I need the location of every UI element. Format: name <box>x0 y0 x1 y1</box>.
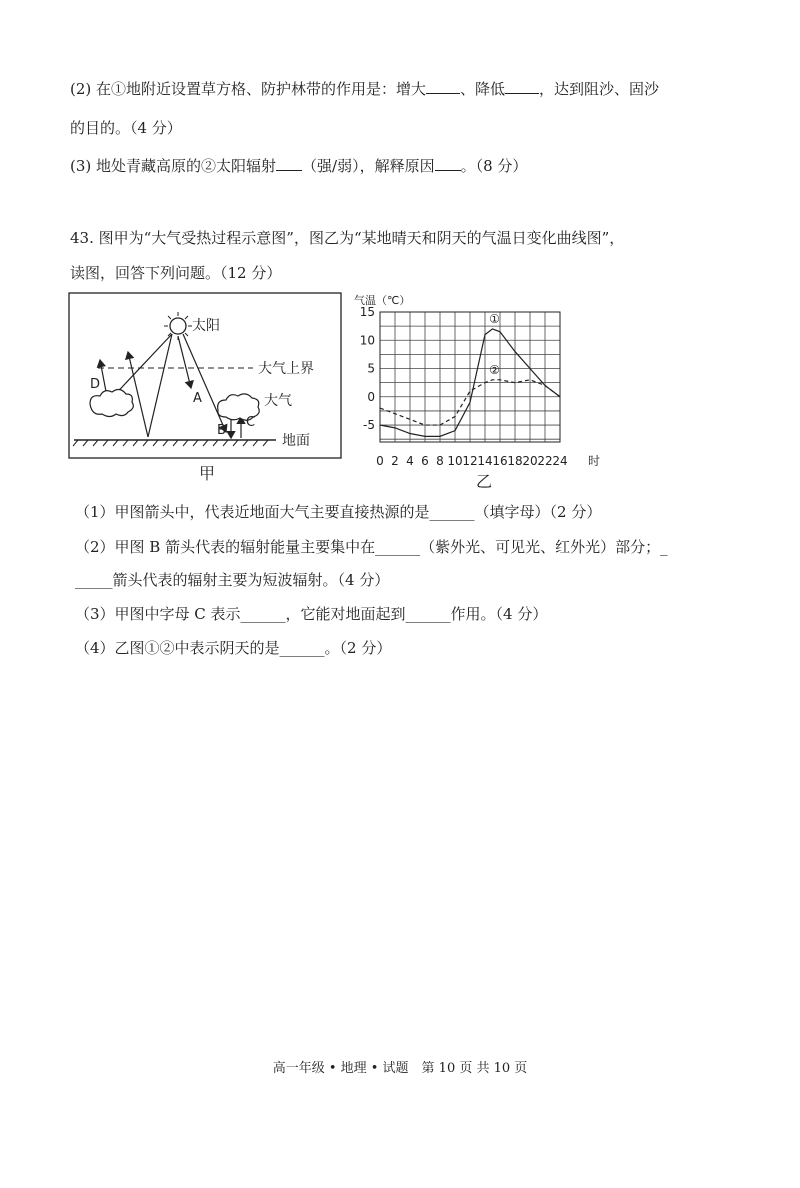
y-tick-label: 15 <box>359 305 375 319</box>
q43-sub1: （1）甲图箭头中，代表近地面大气主要直接热源的是______（填字母）（2 分） <box>75 503 602 521</box>
caption-yi: 乙 <box>476 472 493 490</box>
answer-blank[interactable] <box>426 79 460 94</box>
q43-sub3: （3）甲图中字母 C 表示______，它能对地面起到______作用。（4 分） <box>75 605 548 623</box>
x-tick-label: 22 <box>537 454 553 468</box>
q42-part2-text-b: 、降低 <box>460 80 506 98</box>
q43-sub4: （4）乙图①②中表示阴天的是______。（2 分） <box>75 639 392 657</box>
q42-part3-text-c: 。（8 分） <box>460 157 528 175</box>
x-tick-label: 16 <box>492 454 508 468</box>
series-label-2: ② <box>489 362 500 377</box>
x-tick-label: 14 <box>477 454 493 468</box>
q43-intro-line1: 43. 图甲为“大气受热过程示意图”，图乙为“某地晴天和阴天的气温日变化曲线图”， <box>70 229 625 247</box>
q43-sub2-line2: _____箭头代表的辐射主要为短波辐射。（4 分） <box>75 571 390 589</box>
upper-boundary-label: 大气上界 <box>258 361 314 377</box>
q42-part2-line2: 的目的。（4 分） <box>70 119 182 137</box>
q42-part2-text-c: ，达到阻沙、固沙 <box>539 80 660 98</box>
ray-ground-reflect <box>128 352 148 437</box>
cloud-left-icon <box>90 389 133 416</box>
answer-blank[interactable] <box>276 156 302 171</box>
y-tick-label: 0 <box>367 389 375 404</box>
y-tick-label: -5 <box>363 418 375 433</box>
x-tick-label: 6 <box>421 454 429 468</box>
sun-icon <box>164 312 192 340</box>
chart-ticks <box>360 305 568 468</box>
q42-part2-text-a: (2) 在①地附近设置草方格、防护林带的作用是：增大 <box>70 80 427 98</box>
x-tick-label: 18 <box>507 454 523 468</box>
chart-ylabel: 气温（℃） <box>354 294 411 307</box>
series-label-1: ① <box>489 311 500 326</box>
sun-label: 太阳 <box>192 318 220 334</box>
chart-yi <box>350 290 600 490</box>
ground-label: 地面 <box>282 433 310 449</box>
atmosphere-label: 大气 <box>264 393 292 409</box>
q42-part3 <box>70 155 527 176</box>
q43-intro-line2: 读图，回答下列问题。（12 分） <box>70 264 282 282</box>
x-tick-label: 0 <box>376 454 384 468</box>
arrow-a <box>178 336 191 388</box>
label-b: B <box>217 423 226 438</box>
x-tick-label: 10 <box>447 454 463 468</box>
x-tick-label: 2 <box>391 454 399 468</box>
q42-part3-text-a: (3) 地处青藏高原的②太阳辐射 <box>70 157 277 175</box>
label-a: A <box>193 391 202 406</box>
answer-blank[interactable] <box>435 156 461 171</box>
x-tick-label: 8 <box>436 454 444 468</box>
diagram-jia <box>68 292 346 488</box>
y-tick-label: 5 <box>367 361 375 376</box>
chart-xlabel: 时 <box>588 454 600 468</box>
q42-part2-line1 <box>70 78 659 99</box>
x-tick-label: 20 <box>522 454 538 468</box>
ground-hatch <box>73 440 268 446</box>
x-tick-label: 12 <box>462 454 478 468</box>
ray-to-ground <box>148 334 172 437</box>
page-footer: 高一年级 • 地理 • 试题 第 10 页 共 10 页 <box>272 1061 528 1076</box>
y-tick-label: 10 <box>359 333 375 348</box>
answer-blank[interactable] <box>505 79 539 94</box>
q42-part3-text-b: （强/弱），解释原因 <box>302 157 435 175</box>
x-tick-label: 24 <box>552 454 568 468</box>
label-d: D <box>90 377 101 392</box>
x-tick-label: 4 <box>406 454 414 468</box>
caption-jia: 甲 <box>199 464 216 483</box>
q43-sub2-line1: （2）甲图 B 箭头代表的辐射能量主要集中在______（紫外光、可见光、红外光）部分；_ <box>75 538 668 556</box>
chart-grid <box>380 312 560 442</box>
label-c: C <box>246 415 256 430</box>
